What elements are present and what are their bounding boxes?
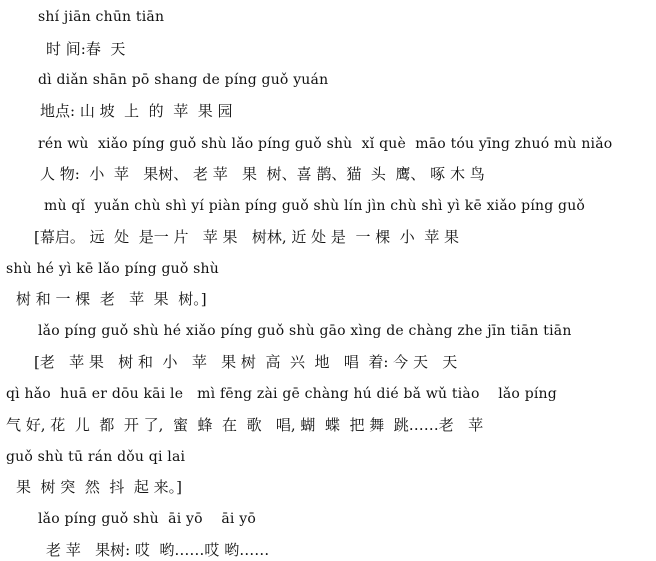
text-line-8: 果 树 突 然 抖 起 来。] (16, 478, 183, 496)
pinyin-line-5: shù hé yì kē lǎo píng guǒ shù (6, 261, 219, 277)
pinyin-line-8: guǒ shù tū rán dǒu qi lai (6, 449, 186, 465)
text-line-7: 气 好, 花 儿 都 开 了, 蜜 蜂 在 歌 唱, 蝴 蝶 把 舞 跳……老 苹 (6, 416, 484, 434)
text-line-9: 老 苹 果树: 哎 哟……哎 哟…… (46, 541, 270, 559)
pinyin-line-7: qì hǎo huā er dōu kāi le mì fēng zài gē chàng hú dié bǎ wǔ tiào lǎo píng (6, 386, 557, 402)
text-line-1: 时 间:春 天 (46, 40, 126, 58)
pinyin-line-1: shí jiān chūn tiān (38, 9, 165, 25)
text-line-2: 地点: 山 坡 上 的 苹 果 园 (40, 102, 233, 120)
pinyin-line-9: lǎo píng guǒ shù āi yō āi yō (38, 511, 256, 527)
pinyin-line-2: dì diǎn shān pō shang de píng guǒ yuán (38, 72, 329, 88)
text-line-4: [幕启。 远 处 是一 片 苹 果 树林, 近 处 是 一 棵 小 苹 果 (34, 228, 460, 246)
pinyin-line-4: mù qǐ yuǎn chù shì yí piàn píng guǒ shù lín jìn chù shì yì kē xiǎo píng guǒ (44, 198, 586, 214)
text-line-3: 人 物: 小 苹 果树、 老 苹 果 树、喜 鹊、猫 头 鹰、 啄 木 鸟 (40, 165, 485, 183)
text-line-6: [老 苹 果 树 和 小 苹 果 树 高 兴 地 唱 着: 今 天 天 (34, 353, 458, 371)
text-line-5: 树 和 一 棵 老 苹 果 树。] (16, 290, 207, 308)
pinyin-line-3: rén wù xiǎo píng guǒ shù lǎo píng guǒ shù xǐ què māo tóu yīng zhuó mù niǎo (38, 136, 613, 152)
pinyin-line-6: lǎo píng guǒ shù hé xiǎo píng guǒ shù gāo xìng de chàng zhe jīn tiān tiān (38, 323, 572, 339)
